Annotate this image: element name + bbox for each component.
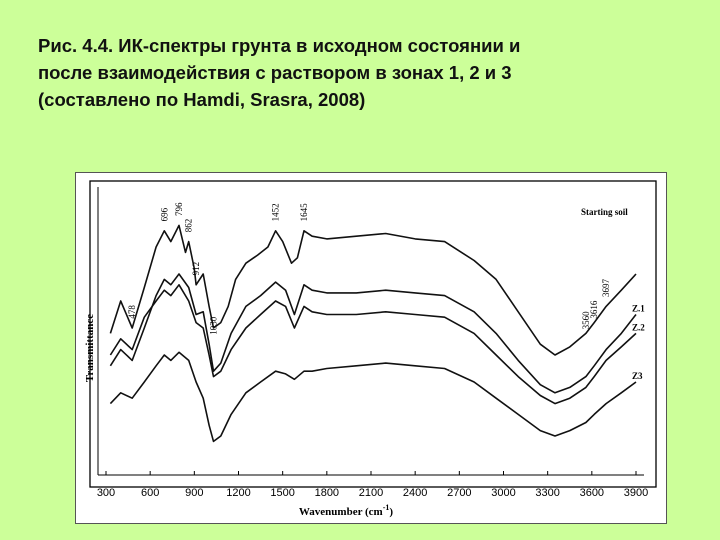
peak-label: 478 <box>127 305 138 319</box>
x-tick-label: 1500 <box>270 487 295 499</box>
peak-label-layer <box>127 202 611 335</box>
legend-label-4: Z3 <box>632 371 643 381</box>
legend-label-3: Z.2 <box>632 322 645 333</box>
series-line-3 <box>110 285 636 404</box>
caption-line-3: (составлено по Hamdi, Srasra, 2008) <box>38 89 366 110</box>
x-tick-label: 2700 <box>447 487 472 499</box>
x-tick-label: 1200 <box>226 487 251 499</box>
ir-spectra-figure <box>75 172 667 524</box>
peak-label: 3560 <box>580 311 591 330</box>
plot-frame <box>90 181 656 487</box>
x-tick-label: 1800 <box>314 487 340 499</box>
x-tick-label: 3000 <box>491 487 516 499</box>
peak-label: 3616 <box>589 300 600 319</box>
series-layer <box>110 225 636 441</box>
legend-label-2: Z.1 <box>632 303 645 314</box>
peak-label: 796 <box>174 202 185 216</box>
peak-label: 1030 <box>208 316 219 335</box>
caption-line-2: после взаимодействия с раствором в зонах 1, 2 и 3 <box>38 62 512 83</box>
peak-label: 912 <box>191 261 202 276</box>
peak-label: 696 <box>159 207 170 222</box>
series-line-4 <box>110 352 636 441</box>
ir-spectra-chart <box>76 173 666 523</box>
x-tick-label: 2400 <box>402 487 428 499</box>
x-tick-label: 3900 <box>623 487 649 499</box>
x-tick-label: 3600 <box>579 487 605 499</box>
x-tick-label: 3300 <box>535 487 560 499</box>
peak-label: 1452 <box>270 203 281 222</box>
legend-label-1: Starting soil <box>581 207 628 217</box>
peak-label: 1645 <box>299 203 310 222</box>
x-axis-label-text: Wavenumber (cm <box>298 506 383 518</box>
series-line-2 <box>110 274 636 393</box>
x-axis-label <box>299 503 394 518</box>
y-axis-label: Transmittance <box>84 313 96 383</box>
figure-caption <box>38 32 686 113</box>
x-tick-label: 900 <box>185 487 204 499</box>
x-tick-label: 300 <box>96 487 116 499</box>
x-tick-label: 600 <box>140 487 160 499</box>
x-tick-label: 2100 <box>358 487 384 499</box>
peak-label: 3697 <box>601 279 612 297</box>
x-axis-label-close: ) <box>389 506 394 518</box>
caption-line-1: Рис. 4.4. ИК-спектры грунта в исходном состоянии и <box>38 35 521 56</box>
peak-label: 862 <box>183 218 194 233</box>
x-axis-label-sup: -1 <box>382 503 390 512</box>
